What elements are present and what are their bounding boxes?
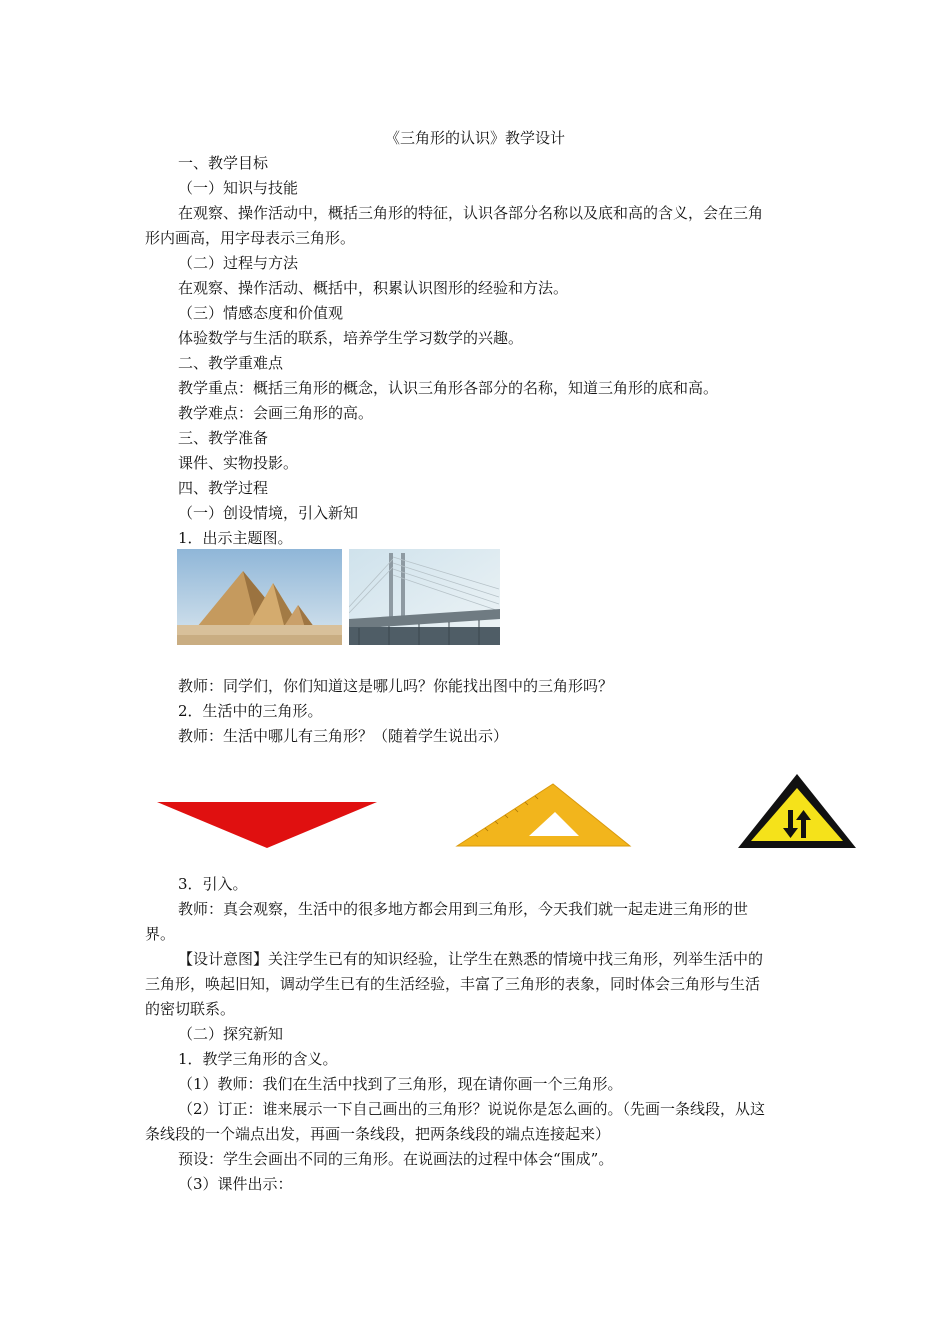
paragraph-line: 在观察、操作活动中，概括三角形的特征，认识各部分名称以及底和高的含义，会在三角 bbox=[178, 204, 764, 222]
heading-process: 四、教学过程 bbox=[178, 479, 269, 497]
pyramids-photo bbox=[177, 549, 342, 645]
two-way-traffic-sign bbox=[736, 772, 858, 850]
paragraph-line: 条线段的一个端点出发，再画一条线段，把两条线段的端点连接起来） bbox=[145, 1125, 611, 1143]
paragraph-line: 形内画高，用字母表示三角形。 bbox=[145, 229, 356, 247]
subheading-process: （二）过程与方法 bbox=[178, 254, 299, 272]
paragraph-line: 在观察、操作活动、概括中，积累认识图形的经验和方法。 bbox=[178, 279, 569, 297]
heading-preparation: 三、教学准备 bbox=[178, 429, 269, 447]
paragraph-line: （3）课件出示： bbox=[178, 1175, 293, 1193]
paragraph-line: 2．生活中的三角形。 bbox=[178, 702, 323, 720]
paragraph-line: 教师：生活中哪儿有三角形？（随着学生说出示） bbox=[178, 727, 509, 745]
subheading-explore: （二）探究新知 bbox=[178, 1025, 284, 1043]
paragraph-line: 教学难点：会画三角形的高。 bbox=[178, 404, 374, 422]
subheading-situation: （一）创设情境，引入新知 bbox=[178, 504, 359, 522]
set-square-ruler bbox=[455, 782, 632, 848]
paragraph-line: 教学重点：概括三角形的概念，认识三角形各部分的名称，知道三角形的底和高。 bbox=[178, 379, 719, 397]
paragraph-line: 3．引入。 bbox=[178, 875, 248, 893]
document-title: 《三角形的认识》教学设计 bbox=[384, 129, 565, 147]
paragraph-line: 体验数学与生活的联系，培养学生学习数学的兴趣。 bbox=[178, 329, 524, 347]
paragraph-line: 【设计意图】关注学生已有的知识经验，让学生在熟悉的情境中找三角形，列举生活中的 bbox=[178, 950, 764, 968]
paragraph-line: 三角形，唤起旧知，调动学生已有的生活经验，丰富了三角形的表象，同时体会三角形与生活 bbox=[145, 975, 761, 993]
paragraph-line: 的密切联系。 bbox=[145, 1000, 236, 1018]
paragraph-line: 教师：真会观察，生活中的很多地方都会用到三角形，今天我们就一起走进三角形的世 bbox=[178, 900, 749, 918]
cable-bridge-photo bbox=[349, 549, 500, 645]
subheading-attitude: （三）情感态度和价值观 bbox=[178, 304, 344, 322]
red-flag-triangle bbox=[157, 800, 377, 850]
paragraph-line: 课件、实物投影。 bbox=[178, 454, 299, 472]
heading-key-points: 二、教学重难点 bbox=[178, 354, 284, 372]
paragraph-line: 教师：同学们，你们知道这是哪儿吗？你能找出图中的三角形吗？ bbox=[178, 677, 614, 695]
paragraph-line: （2）订正：谁来展示一下自己画出的三角形？说说你是怎么画的。（先画一条线段，从这 bbox=[178, 1100, 766, 1118]
paragraph-line: （1）教师：我们在生活中找到了三角形，现在请你画一个三角形。 bbox=[178, 1075, 623, 1093]
subheading-knowledge: （一）知识与技能 bbox=[178, 179, 299, 197]
paragraph-line: 界。 bbox=[145, 925, 176, 943]
heading-objectives: 一、教学目标 bbox=[178, 154, 269, 172]
paragraph-line: 预设：学生会画出不同的三角形。在说画法的过程中体会“围成”。 bbox=[178, 1150, 614, 1168]
paragraph-line: 1．教学三角形的含义。 bbox=[178, 1050, 338, 1068]
paragraph-line: 1．出示主题图。 bbox=[178, 529, 293, 547]
